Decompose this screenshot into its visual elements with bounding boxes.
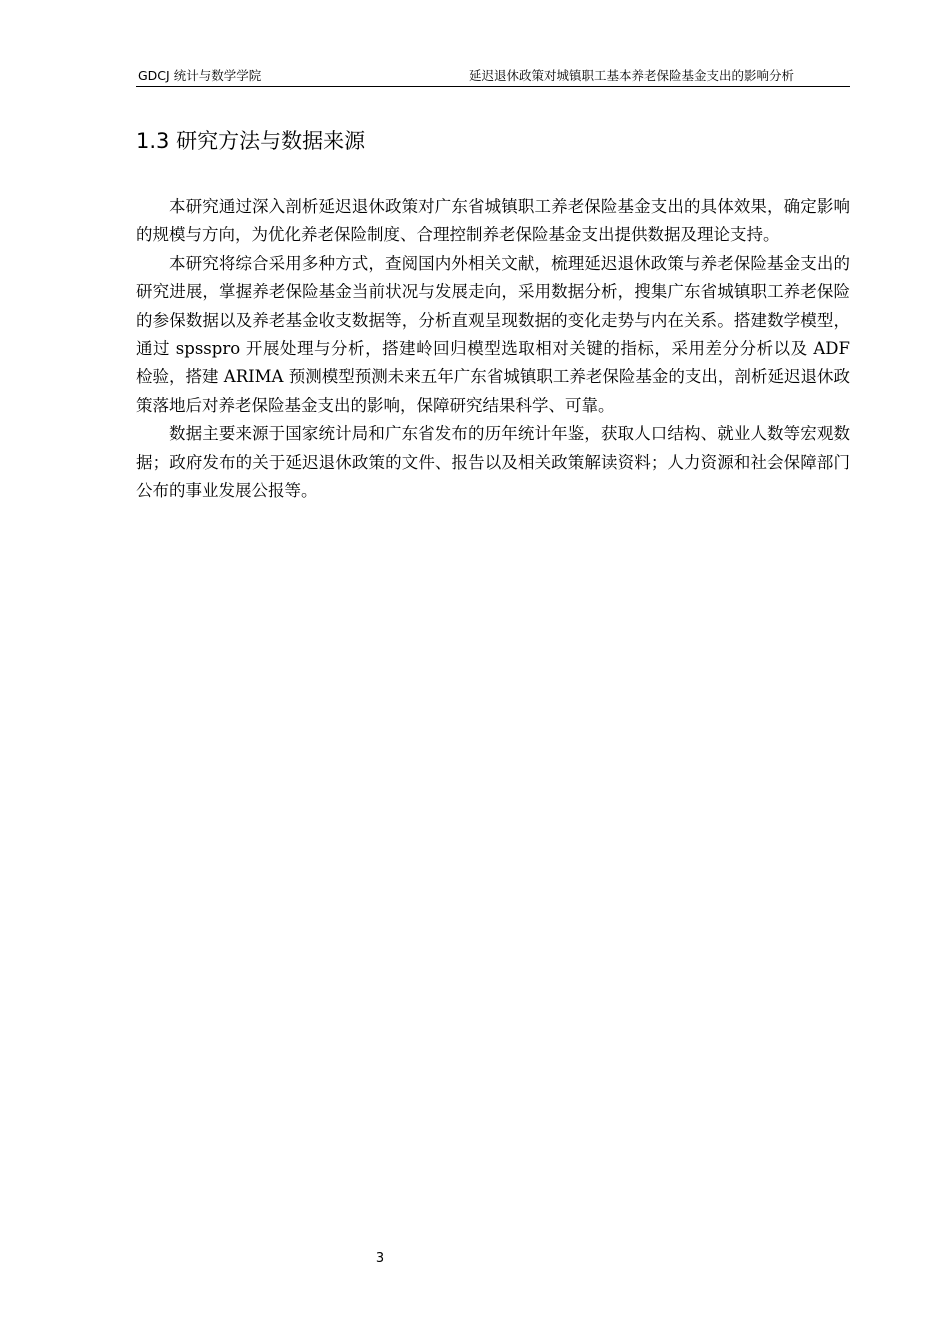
paragraph-research-methods: 本研究将综合采用多种方式，查阅国内外相关文献，梳理延迟退休政策与养老保险基金支出的研究进展，掌握养老保险基金当前状况与发展走向，采用数据分析，搜集广东省城镇职工养老保险的参保数据以及养老基金收支数据等，分析直观呈现数据的变化走势与内在关系。搭建数学模型，通过 spsspro 开展处理与分析，搭建岭回归模型选取相对关键的指标，采用差分分析以及 ADF 检验，搭建 ARIMA 预测模型预测未来五年广东省城镇职工养老保险基金的支出，剖析延迟退休政策落地后对养老保险基金支出的影响，保障研究结果科学、可靠。 xyxy=(136,253,850,415)
page-number: 3 xyxy=(375,1251,385,1266)
paragraph-research-purpose: 本研究通过深入剖析延迟退休政策对广东省城镇职工养老保险基金支出的具体效果，确定影响的规模与方向，为优化养老保险制度、合理控制养老保险基金支出提供数据及理论支持。 xyxy=(136,197,850,245)
section-heading: 1.3 研究方法与数据来源 xyxy=(136,129,366,153)
page-header xyxy=(136,66,850,87)
header-institution: GDCJ 统计与数学学院 xyxy=(138,68,262,83)
paragraph-data-sources: 数据主要来源于国家统计局和广东省发布的历年统计年鉴，获取人口结构、就业人数等宏观数据；政府发布的关于延迟退休政策的文件、报告以及相关政策解读资料；人力资源和社会保障部门公布的事业发展公报等。 xyxy=(136,424,850,501)
header-document-title: 延迟退休政策对城镇职工基本养老保险基金支出的影响分析 xyxy=(468,68,794,83)
section-body xyxy=(136,193,850,505)
